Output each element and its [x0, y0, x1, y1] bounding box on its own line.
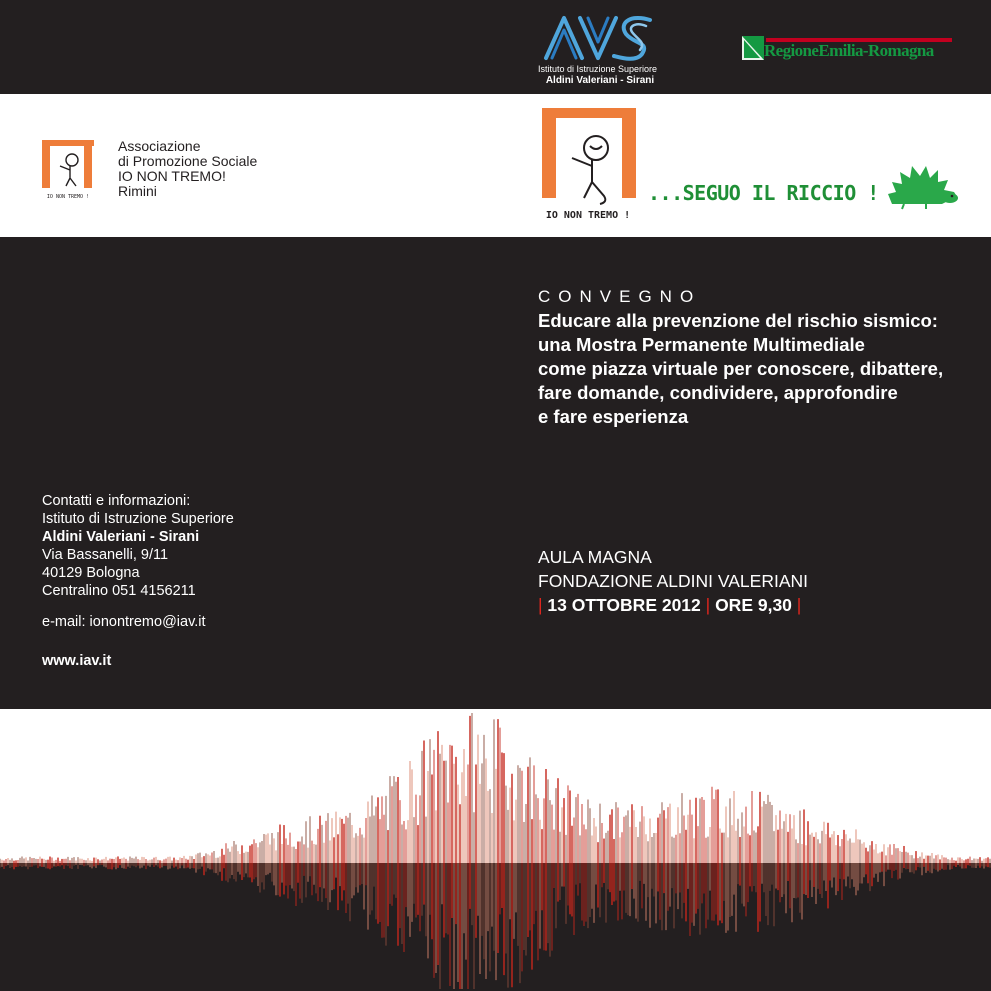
separator: | [791, 595, 802, 615]
venue-room: AULA MAGNA [538, 547, 652, 567]
title-line: e fare esperienza [538, 406, 689, 427]
main-panel [0, 237, 991, 709]
regione-flag-icon [742, 36, 764, 62]
separator: | [700, 595, 716, 615]
hedgehog-icon [884, 164, 962, 210]
association-line3: IO NON TREMO! [118, 168, 226, 184]
contacts-institute: Istituto di Istruzione Superiore [42, 511, 234, 527]
contacts-city: 40129 Bologna [42, 565, 140, 581]
event-time: ORE 9,30 [715, 595, 792, 615]
event-title [538, 309, 943, 429]
contacts-email[interactable]: e-mail: ionontremo@iav.it [42, 614, 206, 630]
seismogram-decoration [0, 709, 991, 991]
io-non-tremo-small-logo-icon [40, 138, 98, 202]
event-label: CONVEGNO [538, 287, 702, 306]
regione-logo [742, 36, 954, 66]
seismogram-graphic [0, 709, 991, 991]
contacts-institute-name: Aldini Valeriani - Sirani [42, 529, 200, 545]
association-line4: Rimini [118, 183, 157, 199]
association-block [118, 139, 257, 199]
io-non-tremo-logo-icon [538, 104, 642, 226]
venue-place: FONDAZIONE ALDINI VALERIANI [538, 571, 809, 591]
event-date: 13 OTTOBRE 2012 [547, 595, 701, 615]
iav-name-line: Aldini Valeriani - Sirani [545, 75, 655, 86]
contacts-address: Via Bassanelli, 9/11 [42, 547, 169, 563]
title-line: fare domande, condividere, approfondire [538, 382, 898, 403]
iav-institute-line: Istituto di Istruzione Superiore [538, 64, 658, 74]
title-line: come piazza virtuale per conoscere, dibattere, [538, 358, 944, 379]
small-logo-caption: IO NON TREMO ! [46, 194, 90, 200]
separator: | [538, 595, 548, 615]
title-line: una Mostra Permanente Multimediale [538, 334, 865, 355]
event-datetime [538, 593, 808, 617]
association-line1: Associazione [118, 138, 201, 154]
campaign-slogan: ...SEGUO IL RICCIO ! [648, 181, 879, 205]
iav-emblem-icon [542, 12, 654, 62]
contacts-block [42, 492, 234, 600]
regione-name: RegioneEmilia-Romagna [764, 41, 934, 60]
iav-logo [538, 12, 662, 90]
association-line2: di Promozione Sociale [118, 153, 258, 169]
big-logo-caption: IO NON TREMO ! [545, 210, 631, 221]
website-link[interactable]: www.iav.it [42, 653, 112, 669]
contacts-heading: Contatti e informazioni: [42, 493, 191, 509]
contacts-phone: Centralino 051 4156211 [42, 583, 196, 599]
title-line: Educare alla prevenzione del rischio sismico: [538, 310, 938, 331]
venue-block [538, 545, 808, 617]
